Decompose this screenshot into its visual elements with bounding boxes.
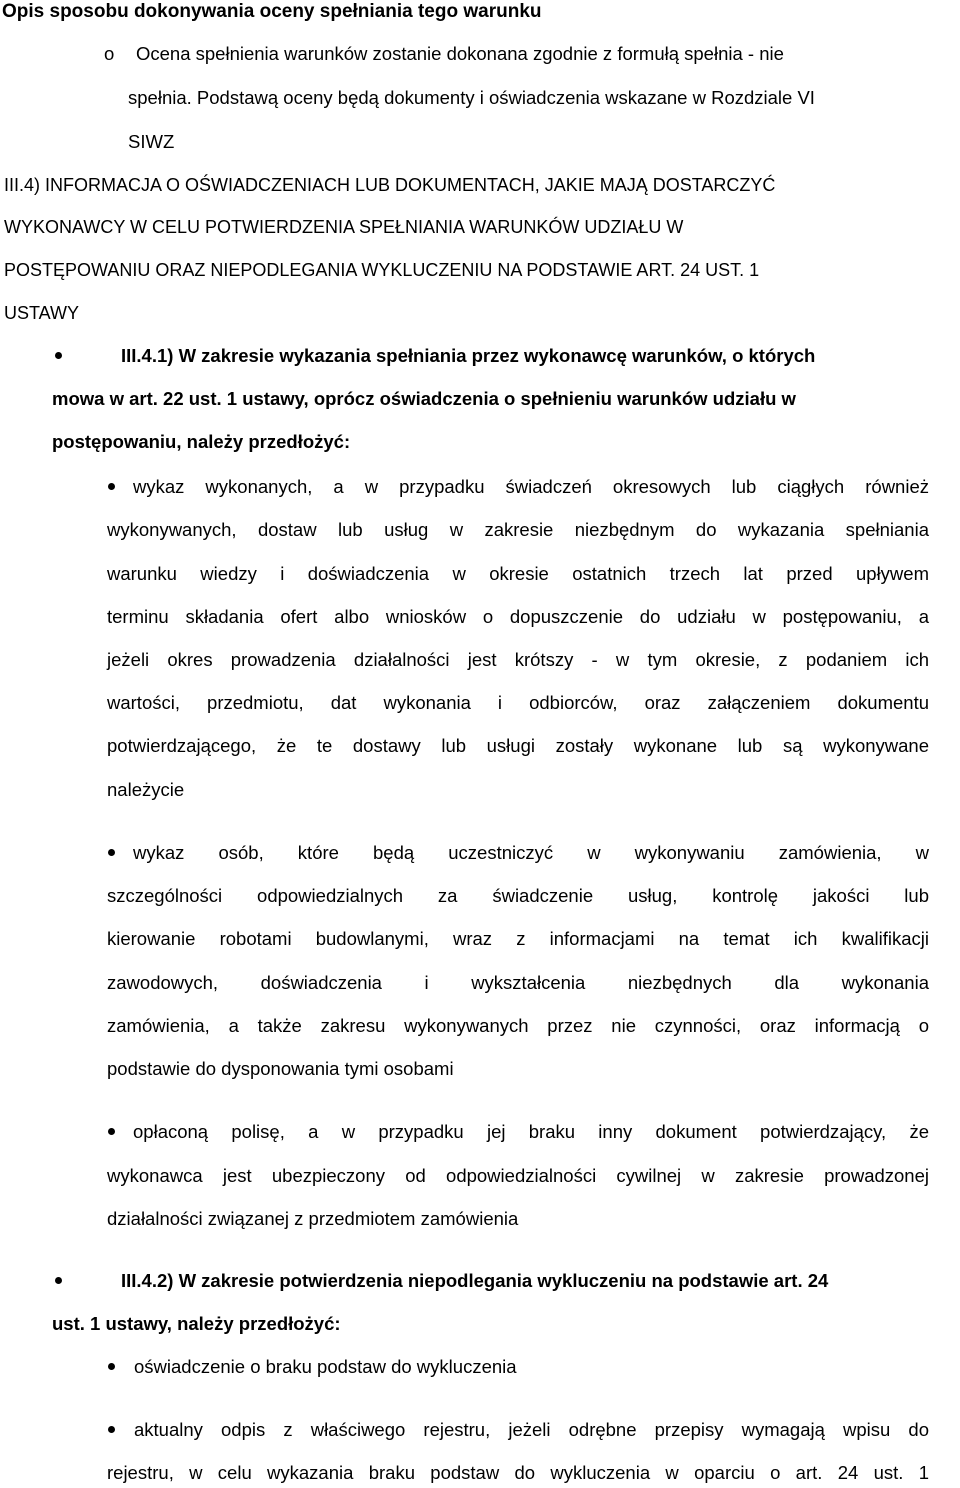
section-title-line-3: POSTĘPOWANIU ORAZ NIEPODLEGANIA WYKLUCZENIU NA PODSTAWIE ART. 24 UST. 1	[4, 260, 760, 280]
wykaz-osob-line-4: zawodowych, doświadczenia i wykształcenia niezbędnych dla wykonania	[107, 972, 929, 993]
section-title-line-1: III.4) INFORMACJA O OŚWIADCZENIACH LUB DOKUMENTACH, JAKIE MAJĄ DOSTARCZYĆ	[4, 175, 776, 195]
s42-line-2: ust. 1 ustawy, należy przedłożyć:	[52, 1313, 341, 1334]
s41-line-1: III.4.1) W zakresie wykazania spełniania przez wykonawcę warunków, o których	[121, 345, 816, 366]
wykaz-osob-line-6: podstawie do dysponowania tymi osobami	[107, 1058, 454, 1079]
wykaz-wykonanych-line-7: potwierdzającego, że te dostawy lub usługi zostały wykonane lub są wykonywane	[107, 735, 929, 756]
wykaz-wykonanych-line-1: wykaz wykonanych, a w przypadku świadczeń okresowych lub ciągłych również	[133, 476, 929, 497]
oswiadczenie-line-1: oświadczenie o braku podstaw do wykluczenia	[134, 1356, 517, 1377]
ocena-line-1: Ocena spełnienia warunków zostanie dokonana zgodnie z formułą spełnia - nie	[136, 43, 784, 64]
section-title-line-4: USTAWY	[4, 303, 79, 323]
bullet-s41	[55, 352, 62, 359]
bullet-odpis	[108, 1426, 115, 1433]
wykaz-osob-line-2: szczególności odpowiedzialnych za świadczenie usług, kontrolę jakości lub	[107, 885, 929, 906]
ocena-line-2: spełnia. Podstawą oceny będą dokumenty i oświadczenia wskazane w Rozdziale VI	[128, 87, 815, 108]
polisa-line-1: opłaconą polisę, a w przypadku jej braku inny dokument potwierdzający, że	[133, 1121, 929, 1142]
wykaz-osob-line-3: kierowanie robotami budowlanymi, wraz z informacjami na temat ich kwalifikacji	[107, 928, 929, 949]
s41-line-2: mowa w art. 22 ust. 1 ustawy, oprócz oświadczenia o spełnieniu warunków udziału w	[52, 388, 796, 409]
s42-line-1: III.4.2) W zakresie potwierdzenia niepodlegania wykluczeniu na podstawie art. 24	[121, 1270, 829, 1291]
polisa-line-3: działalności związanej z przedmiotem zamówienia	[107, 1208, 519, 1229]
section-title-line-2: WYKONAWCY W CELU POTWIERDZENIA SPEŁNIANIA WARUNKÓW UDZIAŁU W	[4, 217, 684, 237]
heading-opis-sposobu: Opis sposobu dokonywania oceny spełniania tego warunku	[2, 1, 542, 22]
bullet-oswiadczenie	[108, 1363, 115, 1370]
wykaz-osob-line-5: zamówienia, a także zakresu wykonywanych przez nie czynności, oraz informacją o	[107, 1015, 929, 1036]
wykaz-wykonanych-line-3: warunku wiedzy i doświadczenia w okresie ostatnich trzech lat przed upływem	[107, 563, 929, 584]
wykaz-wykonanych-line-5: jeżeli okres prowadzenia działalności jest krótszy - w tym okresie, z podaniem ich	[107, 649, 929, 670]
wykaz-wykonanych-line-2: wykonywanych, dostaw lub usług w zakresie niezbędnym do wykazania spełniania	[107, 519, 929, 540]
polisa-line-2: wykonawca jest ubezpieczony od odpowiedzialności cywilnej w zakresie prowadzonej	[107, 1165, 929, 1186]
bullet-wykaz-wykonanych	[108, 483, 115, 490]
sub-bullet-marker: o	[104, 43, 115, 64]
wykaz-wykonanych-line-6: wartości, przedmiotu, dat wykonania i odbiorców, oraz załączeniem dokumentu	[107, 692, 929, 713]
odpis-line-1: aktualny odpis z właściwego rejestru, jeżeli odrębne przepisy wymagają wpisu do	[134, 1419, 929, 1440]
odpis-line-2: rejestru, w celu wykazania braku podstaw do wykluczenia w oparciu o art. 24 ust. 1	[107, 1462, 929, 1483]
ocena-line-3: SIWZ	[128, 131, 175, 152]
bullet-wykaz-osob	[108, 849, 115, 856]
s41-line-3: postępowaniu, należy przedłożyć:	[52, 431, 351, 452]
bullet-polisa	[108, 1128, 115, 1135]
wykaz-wykonanych-line-4: terminu składania ofert albo wniosków o dopuszczenie do udziału w postępowaniu, a	[107, 606, 929, 627]
wykaz-wykonanych-line-8: należycie	[107, 779, 185, 800]
bullet-s42	[55, 1277, 62, 1284]
wykaz-osob-line-1: wykaz osób, które będą uczestniczyć w wykonywaniu zamówienia, w	[133, 842, 929, 863]
